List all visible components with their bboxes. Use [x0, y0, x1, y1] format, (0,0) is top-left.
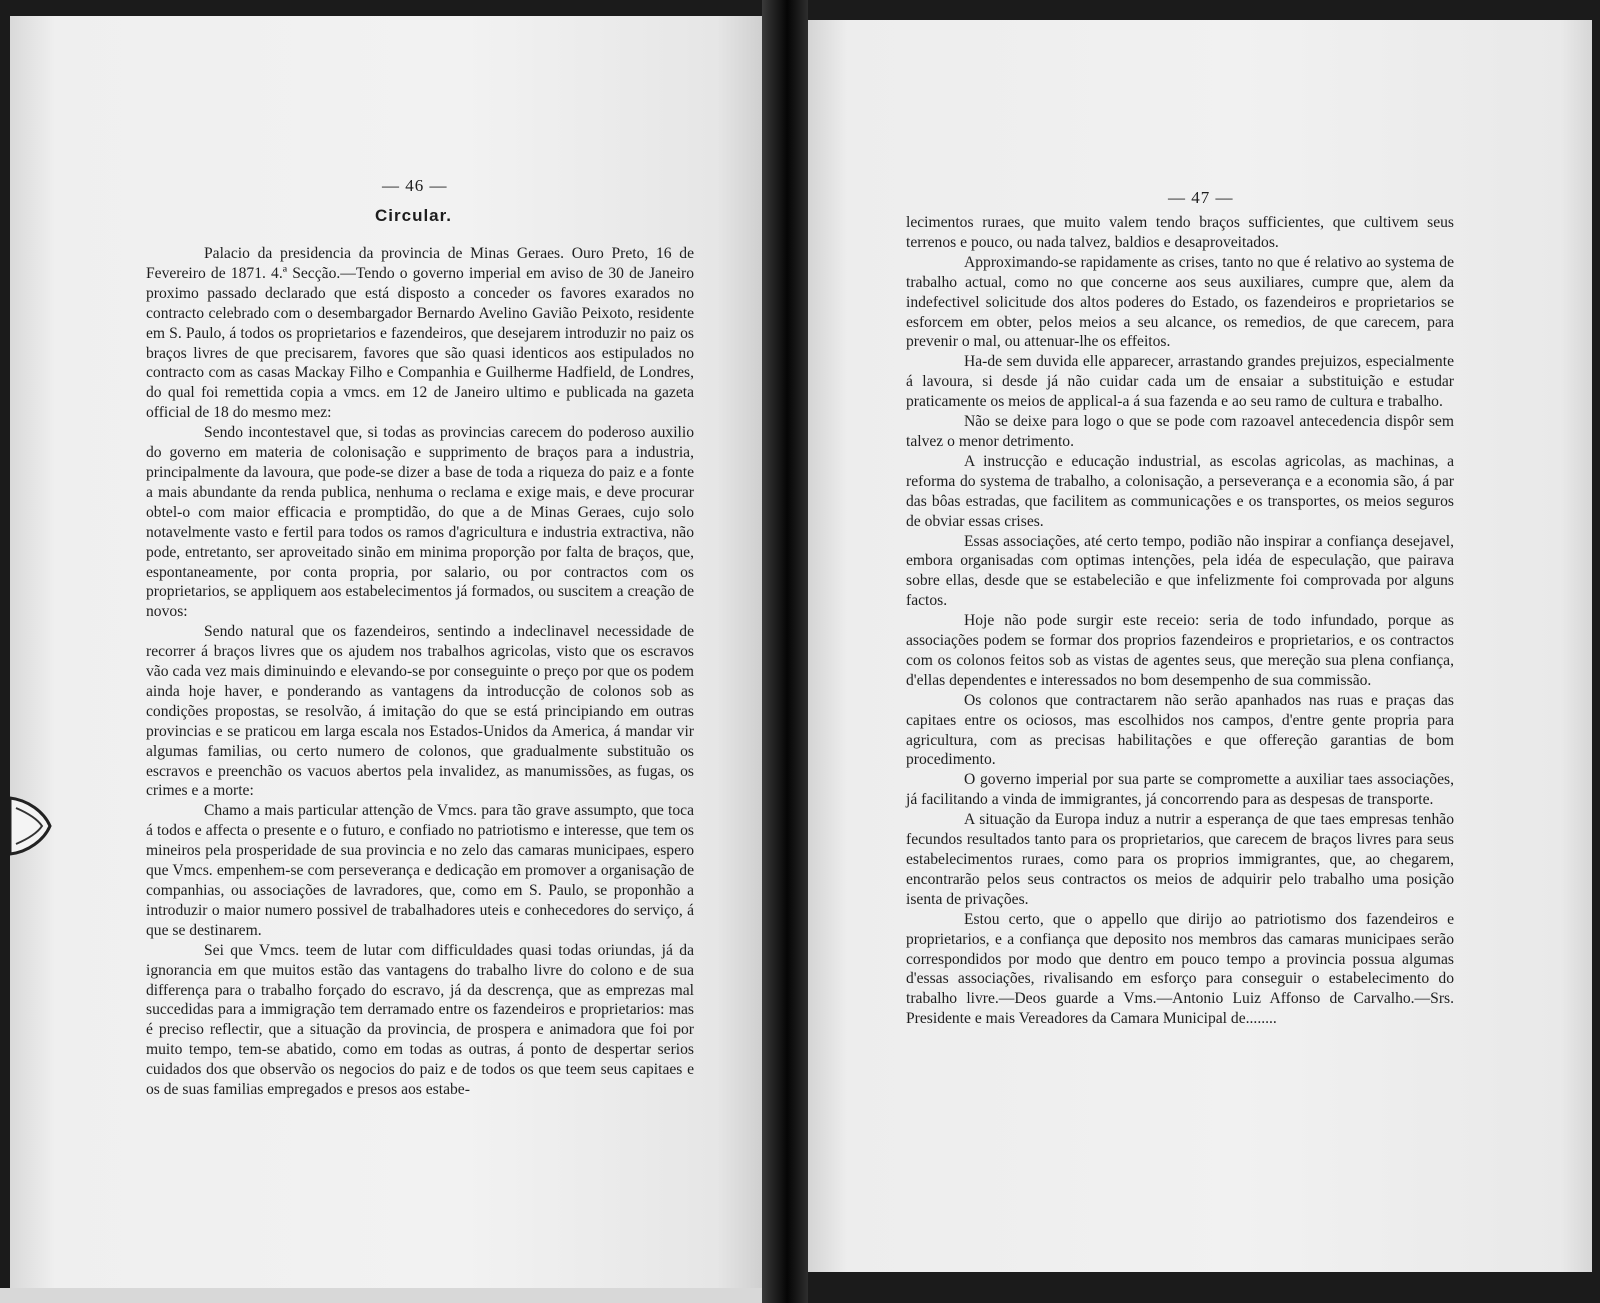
paragraph: Sei que Vmcs. teem de lutar com difficuldades quasi todas oriundas, já da ignorancia em que muitos estão das vantagens do trabalho livre do colono e de sua differença para o trabalho forçado do escravo, já da descrença, que as emprezas mal succedidas para a immigração tem derramado entre os fazendeiros e proprietarios: mas é preciso reflectir, que a situação da provincia, de prospera e animadora que foi por muito tempo, tem-se abatido, como em todas as outras, á ponto de despertar serios cuidados dos que observão os negocios do paiz e de todos os que teem seus capitaes e os de suas familias empregados e presos aos estabe- [146, 941, 694, 1099]
paragraph: Chamo a mais particular attenção de Vmcs. para tão grave assumpto, que toca á todos e affecta o presente e o futuro, e confiado no patriotismo e interesse, que tem os mineiros pela prosperidade de sua provincia e no zelo das camaras municipaes, espero que Vmcs. empenhem-se com perseverança e dedicação em promover a organisação de companhias, ou associações de lavradores, que, como em S. Paulo, se proponhão a introduzir o maior numero possivel de trabalhadores uteis e conhecedores do serviço, á que se destinarem. [146, 802, 694, 939]
right-page [808, 20, 1592, 1272]
paragraph: Approximando-se rapidamente as crises, tanto no que é relativo ao systema de trabalho actual, como no que concerne aos seus auxiliares, cumpre que, alem da indefectivel solicitude dos altos poderes do Estado, os fazendeiros e proprietarios se esforcem em obter, pelos meios a seu alcance, os remedios, de que carecem, para prevenir o mal, ou attenuar-lhe os effeitos. [906, 253, 1454, 351]
left-page [10, 16, 762, 1288]
paragraph: Os colonos que contractarem não serão apanhados nas ruas e praças das capitaes entre os ociosos, mas escolhidos nos campos, d'entre gente propria para agricultura, com as precisas habilitações e que offereção garantias de bom procedimento. [906, 691, 1454, 769]
page-number-46: — 46 — [382, 176, 448, 195]
continuation-paragraph: lecimentos ruraes, que muito valem tendo braços sufficientes, que cultivem seus terrenos e pouco, ou nada talvez, baldios e desaproveitados. [906, 214, 1454, 251]
paragraph: A instrucção e educação industrial, as escolas agricolas, as machinas, a reforma do systema de trabalho, a colonisação, a perseverança e a economia são, á par das bôas estradas, que facilitem as communicações e os transportes, os meios seguros de obviar essas crises. [906, 452, 1454, 530]
binding-clip-icon [10, 794, 58, 858]
paragraph: O governo imperial por sua parte se compromette a auxiliar taes associações, já facilitando a vinda de immigrantes, já concorrendo para as despesas de transporte. [906, 771, 1454, 809]
paragraph: A situação da Europa induz a nutrir a esperança de que taes empresas tenhão fecundos resultados tanto para os proprietarios, que carecem de braços livres para seus estabelecimentos ruraes, como para os proprios immigrantes, que, ao chegarem, encontrarão pelos seus contractos os meios de adquirir pelo trabalho uma posição isenta de privações. [906, 811, 1454, 908]
left-page-text [146, 244, 694, 1100]
paragraph: Hoje não pode surgir este receio: seria de todo infundado, porque as associações podem se formar dos proprios fazendeiros e proprietarios, e os contractos com os colonos feitos sob as vistas de agentes seus, que mereção sua plena confiança, d'ellas dependentes e interessados no bom desempenho de sua commissão. [906, 612, 1454, 689]
right-page-text [906, 213, 1454, 1029]
paragraph: Estou certo, que o appello que dirijo ao patriotismo dos fazendeiros e proprietarios, e a confiança que deposito nos membros das camaras municipaes serão correspondidos por modo que dentro em pouco tempo a provincia possua algumas d'essas associações, rivalisando em esforço para conseguir o estabelecimento do trabalho livre.—Deos guarde a Vms.—Antonio Luiz Affonso de Carvalho.—Srs. Presidente e mais Vereadores da Camara Municipal de........ [906, 910, 1454, 1028]
paragraph: Sendo natural que os fazendeiros, sentindo a indeclinavel necessidade de recorrer á braços livres que os ajudem nos trabalhos agricolas, visto que os escravos vão cada vez mais diminuindo e elevando-se por conseguinte o preço por que os podem ainda hoje haver, e ponderando as vantagens da introducção de colonos sob as condições propostas, se resolvão, á imitação do que se está principiando em outras provincias e se praticou em larga escala nos Estados-Unidos da America, á mandar vir algumas familias, ou certo numero de colonos, que gradualmente substituão os escravos e preenchão os vacuos abertos pela invalidez, as manumissões, as fugas, os crimes e a morte: [146, 623, 694, 800]
paragraph: Ha-de sem duvida elle apparecer, arrastando grandes prejuizos, especialmente á lavoura, si desde já não cuidar cada um de ensaiar a substituição e estudar praticamente os meios de applical-a á sua fazenda e ao seu ramo de cultura e trabalho. [906, 353, 1454, 411]
paragraph: Não se deixe para logo o que se pode com razoavel antecedencia dispôr sem talvez o menor detrimento. [906, 413, 1454, 450]
paragraph: Sendo incontestavel que, si todas as provincias carecem do poderoso auxilio do governo em materia de colonisação e supprimento de braços para a industria, principalmente da lavoura, que pode-se dizer a base de toda a riqueza do paiz e a fonte a mais abundante da renda publica, nenhuma o reclama e exige mais, e deve procurar obtel-o com maior efficacia e promptidão, do que a de Minas Geraes, cujo solo notavelmente vasto e fertil para todos os ramos d'agricultura e industria extractiva, não pode, entretanto, ser aproveitado sinão em minima proporção por falta de braços, que, espontaneamente, por conta propria, por salario, ou por contractos com os proprietarios, se appliquem aos estabelecimentos já formados, ou suscitem a creação de novos: [146, 424, 694, 621]
book-gutter [762, 0, 808, 1303]
circular-heading: Circular. [375, 206, 453, 225]
page-bottom-edge [0, 1288, 762, 1303]
paragraph: Palacio da presidencia da provincia de Minas Geraes. Ouro Preto, 16 de Fevereiro de 1871. 4.ª Secção.—Tendo o governo imperial em aviso de 30 de Janeiro proximo passado declarado que está disposto a conceder os favores exarados no contracto celebrado com o desembargador Bernardo Avelino Gavião Peixoto, residente em S. Paulo, á todos os proprietarios e fazendeiros, que desejarem introduzir no paiz os braços livres de que precisarem, favores que são quasi identicos aos estipulados no contracto com as casas Mackay Filho e Companhia e Guilherme Hadfield, de Londres, do qual foi remettida copia a vmcs. em 12 de Janeiro ultimo e publicada na gazeta official de 18 do mesmo mez: [146, 245, 694, 422]
page-number-47: — 47 — [1168, 188, 1234, 207]
paragraph: Essas associações, até certo tempo, podião não inspirar a confiança desejavel, embora organisadas com optimas intenções, pela idéa de especulação, que pairava sobre ellas, desde que se estabelecião e que infelizmente foi comprovada por alguns factos. [906, 532, 1454, 610]
